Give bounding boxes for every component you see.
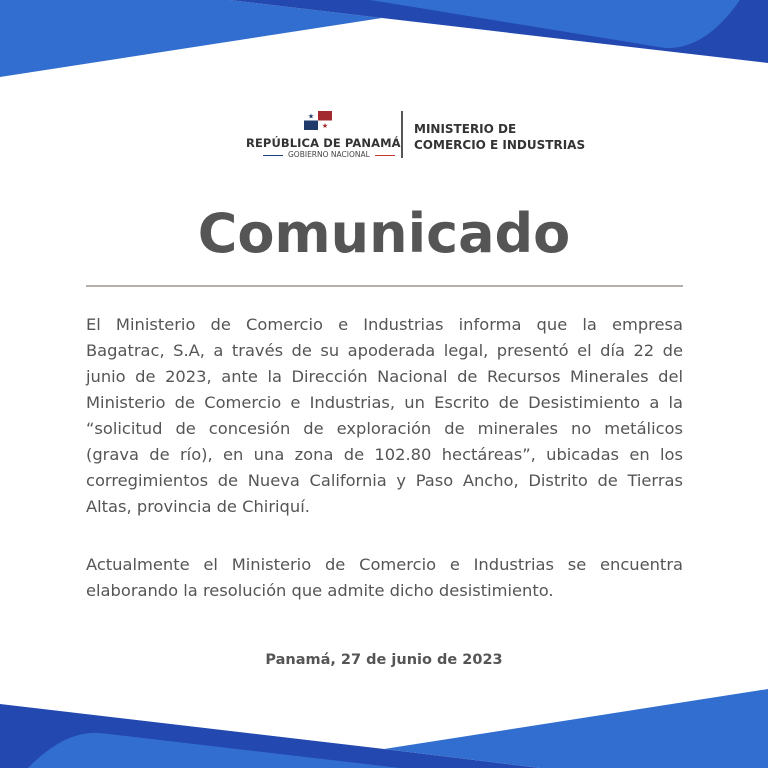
date-line: Panamá, 27 de junio de 2023 bbox=[265, 652, 503, 668]
svg-text:★: ★ bbox=[307, 112, 315, 121]
top-light-band bbox=[0, 0, 382, 77]
title-divider bbox=[86, 285, 683, 287]
text-line: junio de 2023, ante la Dirección Nacional de Recursos Minerales del bbox=[86, 367, 683, 386]
text-line: “solicitud de concesión de exploración de minerales no metálicos bbox=[86, 419, 683, 438]
svg-text:★: ★ bbox=[321, 122, 329, 130]
logo-divider bbox=[401, 111, 403, 158]
republica-label: REPÚBLICA DE PANAMÁ bbox=[246, 136, 401, 150]
text-line: corregimientos de Nueva California y Paso Ancho, Distrito de Tierras bbox=[86, 471, 683, 490]
body-paragraph-1 bbox=[86, 312, 683, 520]
ministerio-line1: MINISTERIO DE bbox=[414, 122, 517, 136]
gobierno-label bbox=[258, 150, 400, 159]
text-line: Bagatrac, S.A, a través de su apoderada legal, presentó el día 22 de bbox=[86, 341, 683, 360]
body-paragraph-2 bbox=[86, 552, 683, 604]
text-line: Ministerio de Comercio e Industrias, un Escrito de Desistimiento a la bbox=[86, 393, 683, 412]
text-line: Altas, provincia de Chiriquí. bbox=[86, 497, 310, 516]
text-line: Actualmente el Ministerio de Comercio e Industrias se encuentra bbox=[86, 555, 683, 574]
text-line: El Ministerio de Comercio e Industrias informa que la empresa bbox=[86, 315, 683, 334]
gobierno-text: GOBIERNO NACIONAL bbox=[288, 150, 370, 159]
text-line: elaborando la resolución que admite dicho desistimiento. bbox=[86, 581, 554, 600]
top-light-shape bbox=[370, 0, 740, 48]
panama-flag-icon bbox=[304, 111, 332, 130]
page-title: Comunicado bbox=[197, 202, 571, 265]
text-line: (grava de río), en una zona de 102.80 hectáreas”, ubicadas en los bbox=[86, 445, 683, 464]
ministerio-line2: COMERCIO E INDUSTRIAS bbox=[414, 138, 586, 152]
ministerio-label bbox=[414, 121, 585, 153]
